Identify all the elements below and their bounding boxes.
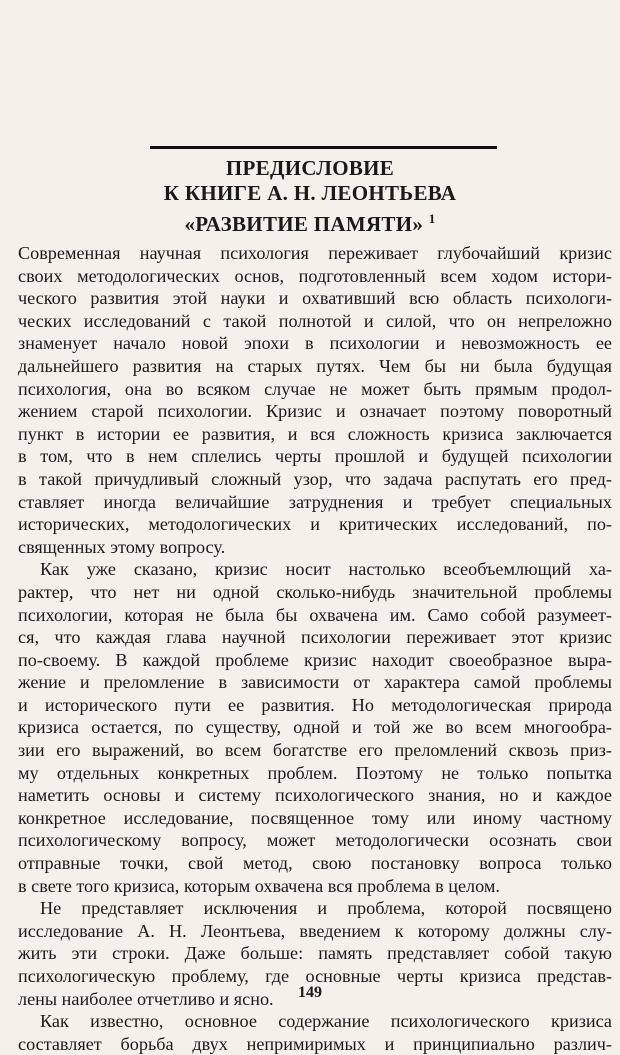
page-number: 149 — [298, 984, 322, 1001]
text-line: психологическую проблему, где основные черты кризиса представ- — [18, 966, 612, 986]
text-line: ческого развития этой науки и охвативший всю область психологи- — [18, 288, 612, 309]
text-line: Современная научная психология переживает глубочайший кризис — [18, 243, 612, 263]
text-line: ставляет иногда величайшие затруднения и требует специальных — [18, 491, 612, 512]
text-line: исследование А. Н. Леонтьева, введением к которому должны слу- — [18, 920, 612, 941]
text-line: по-своему. В каждой проблеме кризис находит своеобразное выра- — [18, 649, 612, 670]
text-line: психологии, которая не была бы охвачена им. Само собой разумеет- — [18, 604, 612, 625]
text-line: дальнейшего развития на старых путях. Чем бы ни была будущая — [18, 355, 612, 376]
text-line: психология, она во всяком случае не может быть прямым продол- — [18, 378, 612, 399]
text-line: знаменует начало новой эпохи в психологии и невозможность ее — [18, 333, 612, 354]
text-line: ческих исследований с такой полнотой и силой, что он непреложно — [18, 310, 612, 331]
heading-line-3 — [0, 206, 620, 237]
text-line: зии его выражений, во всем богатстве его преломлений сквозь приз- — [18, 740, 612, 761]
text-line: жение и преломление в зависимости от характера самой проблемы — [18, 672, 612, 693]
text-line: жить эти строки. Даже больше: память представляет собой такую — [18, 943, 612, 964]
text-line: му отдельных конкретных проблем. Поэтому не только попытка — [18, 762, 612, 783]
text-line: и исторического пути ее развития. Но методологическая природа — [18, 694, 612, 715]
text-line: исторических, методологических и критических исследований, по- — [18, 514, 612, 535]
text-line: наметить основы и систему психологического знания, но и каждое — [18, 785, 612, 806]
text-line: в такой причудливый сложный узор, что задача распутать его пред- — [18, 468, 612, 489]
text-line: своих методологических основ, подготовленный всем ходом истори- — [18, 265, 612, 286]
text-line: пункт в истории ее развития, и вся сложность кризиса заключается — [18, 423, 612, 444]
text-line: отправные точки, свой метод, свою постановку вопроса только — [18, 853, 612, 874]
text-line: священных этому вопросу. — [18, 536, 226, 557]
text-line: в свете того кризиса, которым охвачена вся проблема в целом. — [18, 875, 500, 896]
heading-line-1: ПРЕДИСЛОВИЕ — [225, 156, 395, 180]
text-line: конкретное исследование, посвященное тому или иному частному — [18, 807, 612, 828]
text-line: составляет борьба двух непримиримых и принципиально различ- — [18, 1033, 612, 1054]
heading-line-2: К КНИГЕ А. Н. ЛЕОНТЬЕВА — [163, 181, 457, 205]
text-line: лены наиболее отчетливо и ясно. — [18, 988, 274, 1009]
text-line: жением старой психологии. Кризис и означает поэтому поворотный — [18, 401, 612, 422]
footnote-mark: 1 — [428, 211, 436, 226]
text-line: Не представляет исключения и проблема, которой посвящено — [40, 898, 612, 919]
text-line: ся, что каждая глава научной психологии переживает этот кризис — [18, 627, 612, 648]
body-text — [18, 242, 612, 1055]
text-line: рактер, что нет ни одной сколько-нибудь значительной проблемы — [18, 581, 612, 602]
chapter-heading — [0, 156, 620, 237]
text-line: Как уже сказано, кризис носит настолько всеобъемлющий ха- — [40, 559, 612, 580]
text-line: в том, что в нем сплелись черты прошлой и будущей психологии — [18, 446, 612, 467]
text-line: Как известно, основное содержание психологического кризиса — [40, 1011, 612, 1032]
text-line: кризиса остается, по существу, одной и той же во всем многообра- — [18, 717, 612, 738]
heading-title: «РАЗВИТИЕ ПАМЯТИ» — [184, 212, 424, 236]
text-line: психологическому вопросу, может методологически осознать свои — [18, 830, 612, 851]
heading-rule — [150, 146, 497, 149]
